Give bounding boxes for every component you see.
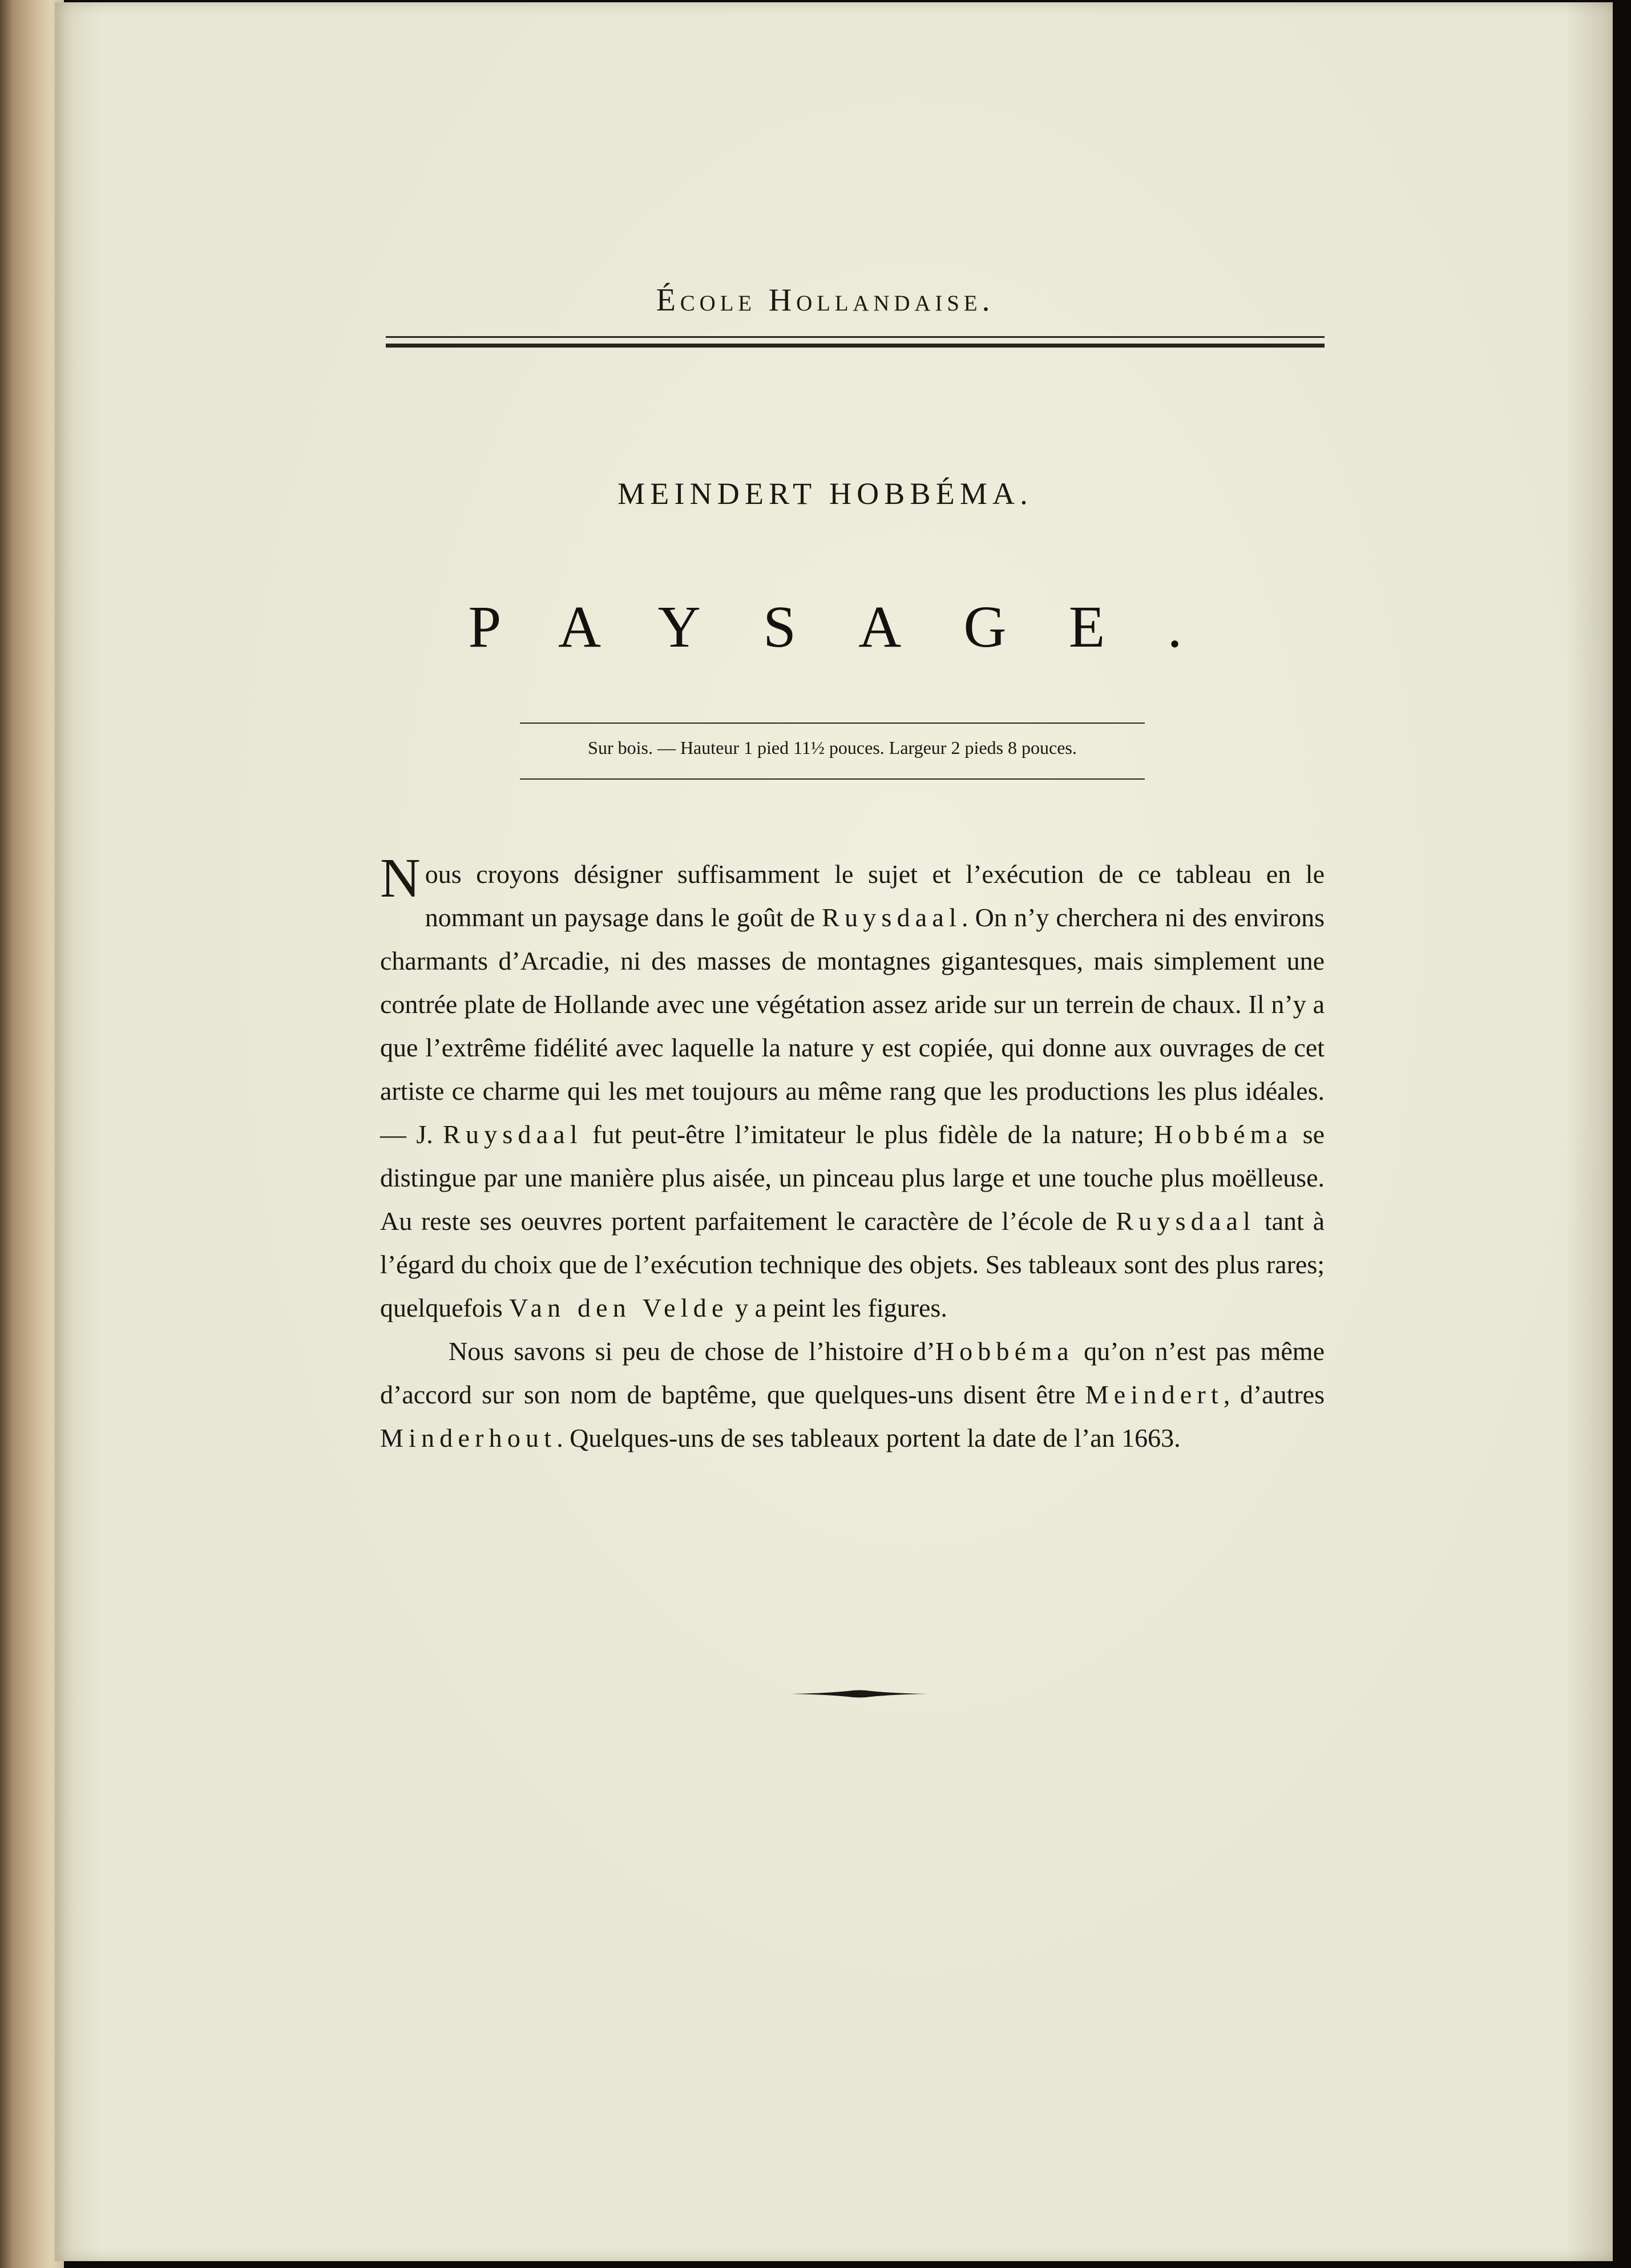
p2-seg-2: qu’on n’est pas même d’accord sur son nom de baptême, que quelques-uns disent être [380,1337,1325,1409]
p1-seg-9: Van den Velde [509,1293,729,1322]
p1-seg-4: fut peut-être l’imitateur le plus fidèle de la nature; [582,1120,1154,1149]
paragraph-2 [380,1330,1325,1460]
p2-seg-0: Nous savons si peu de chose de l’histoire d’ [449,1337,935,1366]
p1-seg-7: Ruysdaal [1116,1206,1256,1236]
book-page [55,2,1613,2261]
tailpiece-ornament-icon [791,1687,928,1701]
artwork-title: PAYSAGE. [468,594,1245,660]
p2-seg-1: Hobbéma [935,1337,1074,1366]
header-double-rule [386,336,1325,348]
p1-seg-5: Hobbéma [1154,1120,1293,1149]
body-text [380,848,1325,1460]
drop-cap: N [380,848,421,909]
dimensions-box [520,723,1145,780]
running-head: École Hollandaise. [656,283,995,318]
painter-name: MEINDERT HOBBÉMA. [617,477,1033,511]
p1-seg-8: tant à l’égard du choix que de l’exécution technique des objets. Ses tableaux sont des plus rares; quelquefois [380,1206,1325,1322]
p1-seg-0: ous croyons désigner suffisamment le sujet et l’exécution de ce tableau en le nommant un paysage dans le goût de [425,859,1325,932]
p1-seg-1: Ruysdaal [822,903,962,932]
paragraph-1 [380,848,1325,1330]
dimensions-text: Sur bois. — Hauteur 1 pied 11½ pouces. Largeur 2 pieds 8 pouces. [588,737,1077,758]
p1-seg-6: se distingue par une manière plus aisée, un pinceau plus large et une touche plus moëlleuse. Au reste ses oeuvres portent parfaitement le caractère de l’école de [380,1120,1325,1236]
p2-seg-6: . Quelques-uns de ses tableaux portent la date de l’an 1663. [556,1423,1181,1452]
p1-seg-10: y a peint les figures. [728,1293,947,1322]
p2-seg-5: Minderhout [380,1423,557,1452]
p1-seg-3: Ruysdaal [443,1120,583,1149]
p1-seg-2: . On n’y cherchera ni des environs charmants d’Arcadie, ni des masses de montagnes gigantesques, mais simplement une contrée plate de Hollande avec une végétation assez aride sur un terrein de chaux. Il n’y a que l’extrême fidélité avec laquelle la nature y est copiée, qui donne aux ouvrages de cet artiste ce charme qui les met toujours au même rang que les productions les plus idéales. — J. [380,903,1325,1149]
p2-seg-3: Meindert [1085,1380,1224,1409]
p2-seg-4: , d’autres [1223,1380,1325,1409]
